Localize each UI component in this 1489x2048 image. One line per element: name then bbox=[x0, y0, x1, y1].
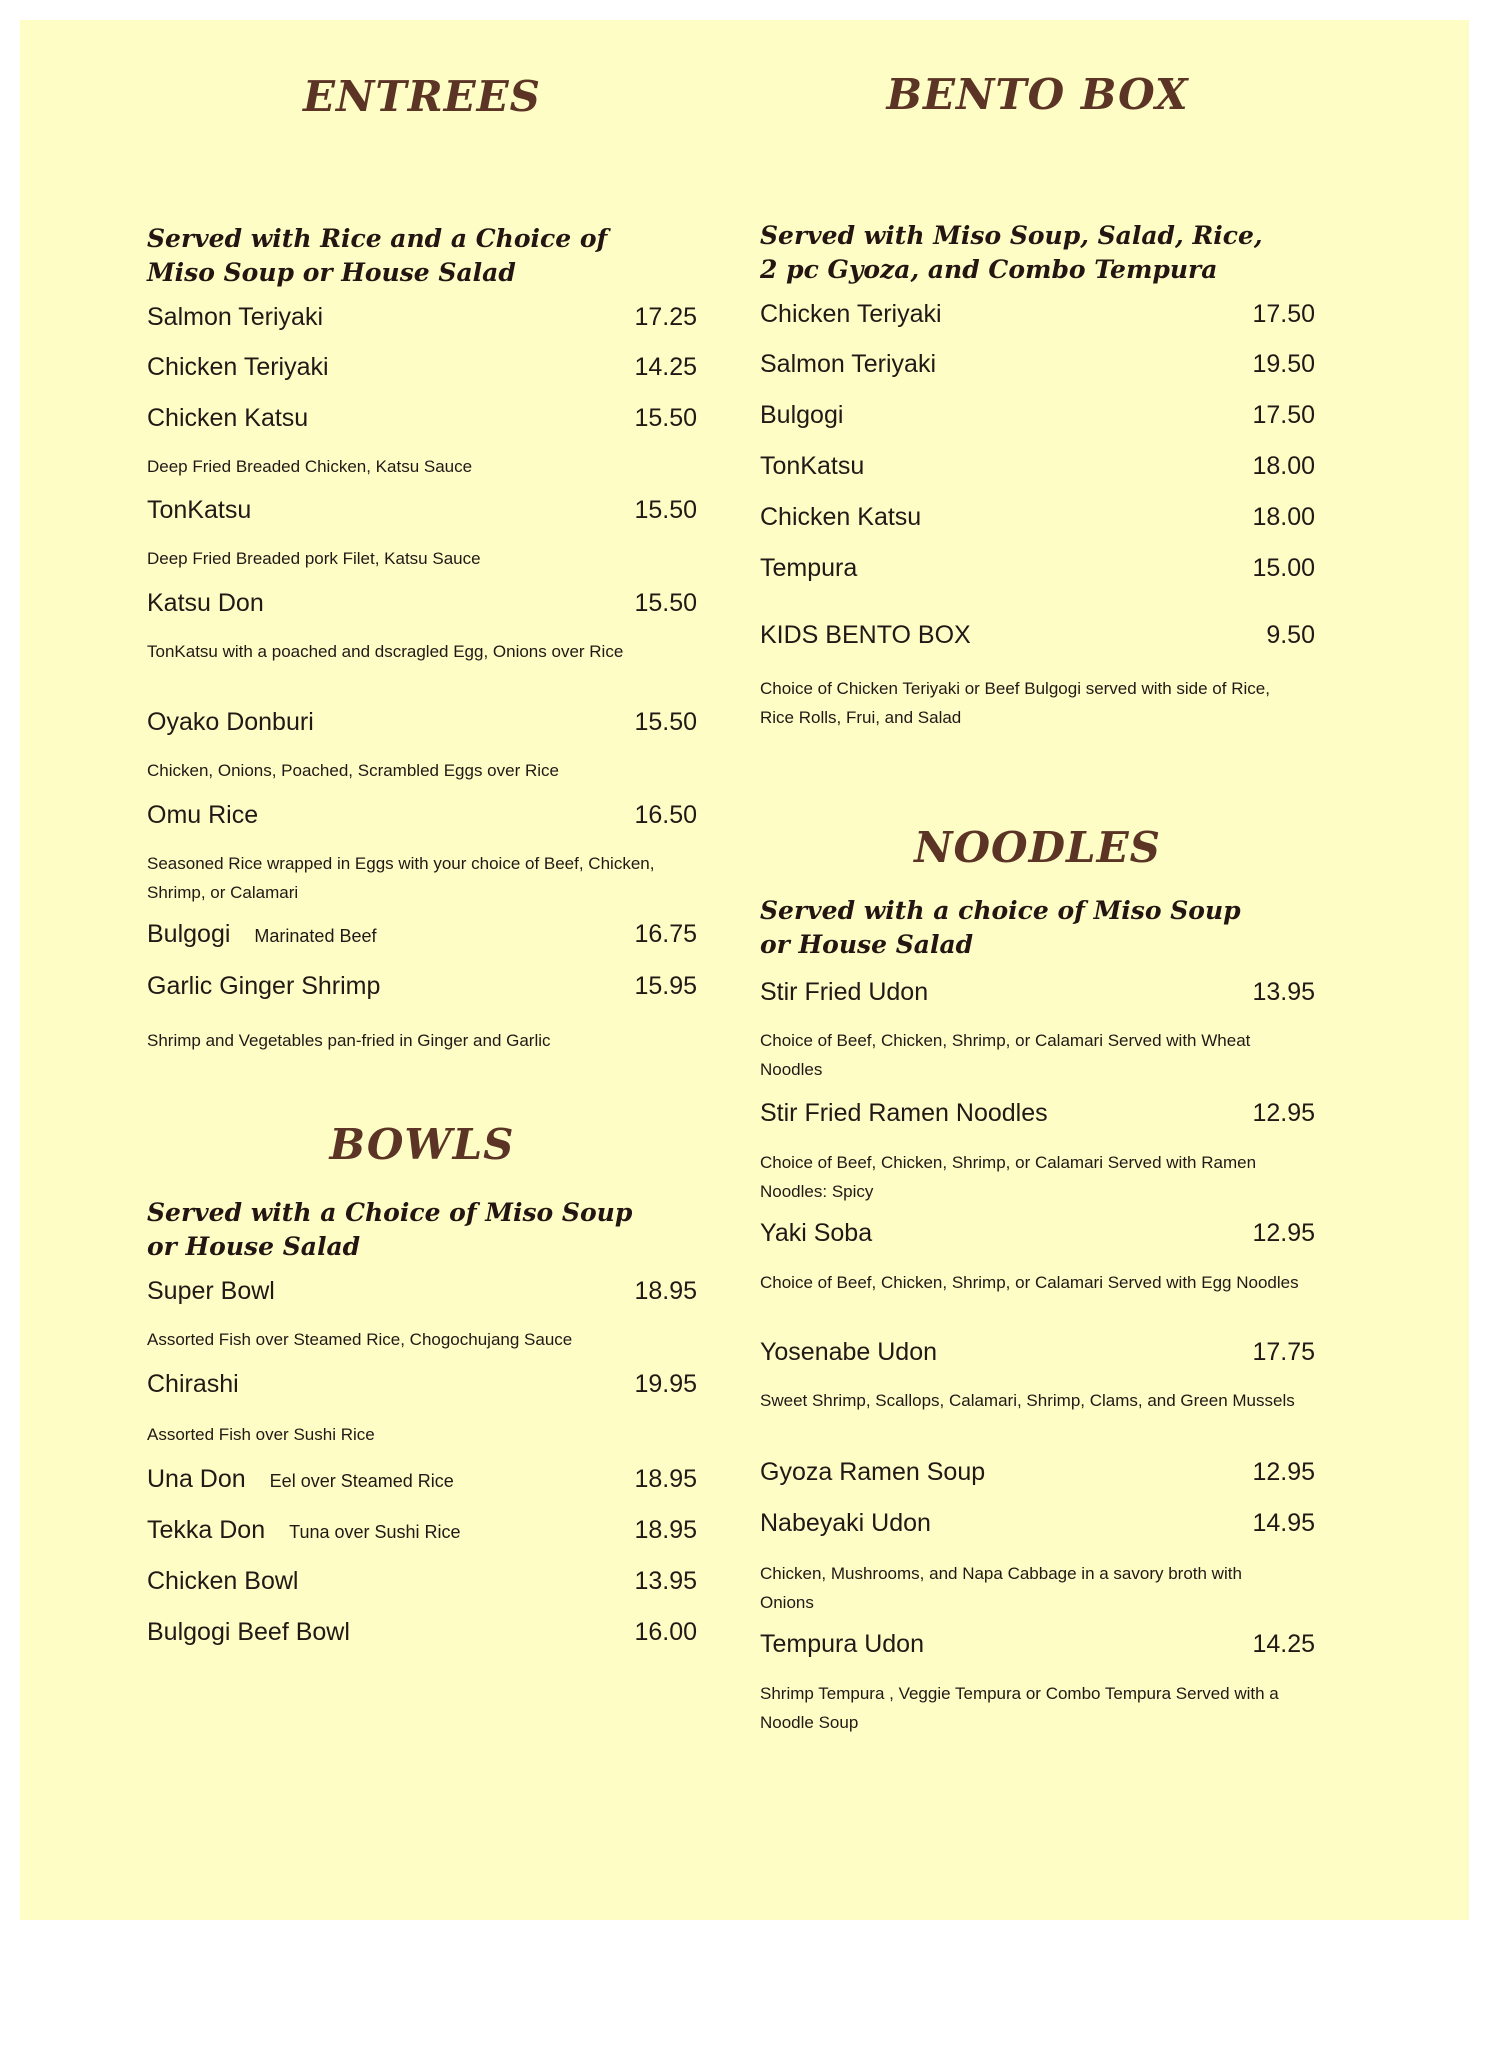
item-description: Choice of Beef, Chicken, Shrimp, or Calamari Served with Egg Noodles bbox=[760, 1273, 1299, 1292]
menu-item bbox=[760, 621, 1315, 650]
menu-item bbox=[760, 350, 1315, 379]
menu-item bbox=[760, 1338, 1315, 1367]
item-name: Chicken Katsu bbox=[147, 404, 309, 432]
item-name: TonKatsu bbox=[147, 496, 252, 524]
item-name: KIDS BENTO BOX bbox=[760, 621, 971, 649]
item-name: Chicken Teriyaki bbox=[147, 353, 329, 381]
item-description: Seasoned Rice wrapped in Eggs with your choice of Beef, Chicken, Shrimp, or Calamari bbox=[147, 854, 655, 902]
item-price: 15.50 bbox=[634, 708, 697, 736]
item-price: 14.25 bbox=[1252, 1630, 1315, 1658]
entrees-heading: ENTREES bbox=[303, 72, 541, 121]
item-description: Assorted Fish over Sushi Rice bbox=[147, 1425, 375, 1444]
item-name: Chirashi bbox=[147, 1370, 239, 1398]
menu-item bbox=[760, 554, 1315, 583]
menu-item bbox=[147, 1370, 697, 1399]
menu-item bbox=[760, 1458, 1315, 1487]
item-price: 17.50 bbox=[1252, 300, 1315, 328]
item-name: Chicken Teriyaki bbox=[760, 300, 942, 328]
item-name: Salmon Teriyaki bbox=[147, 303, 324, 331]
item-price: 15.50 bbox=[634, 496, 697, 524]
item-description: Chicken, Onions, Poached, Scrambled Eggs over Rice bbox=[147, 761, 559, 780]
menu-item bbox=[760, 1509, 1315, 1538]
item-name: Yaki Soba bbox=[760, 1219, 873, 1247]
item-price: 16.50 bbox=[634, 801, 697, 829]
item-price: 9.50 bbox=[1266, 621, 1315, 649]
menu-item bbox=[147, 404, 697, 433]
menu-item bbox=[147, 1277, 697, 1306]
item-name: Nabeyaki Udon bbox=[760, 1509, 931, 1537]
item-price: 13.95 bbox=[1252, 978, 1315, 1006]
noodles-heading: NOODLES bbox=[914, 823, 1161, 872]
item-name: Chicken Katsu bbox=[760, 503, 922, 531]
item-description: Choice of Beef, Chicken, Shrimp, or Calamari Served with Ramen Noodles: Spicy bbox=[760, 1153, 1257, 1201]
item-price: 17.50 bbox=[1252, 401, 1315, 429]
item-description: Deep Fried Breaded Chicken, Katsu Sauce bbox=[147, 457, 473, 476]
item-price: 15.50 bbox=[634, 589, 697, 617]
item-name: Katsu Don bbox=[147, 589, 264, 617]
item-name: Tempura Udon bbox=[760, 1630, 924, 1658]
item-price: 17.25 bbox=[634, 303, 697, 331]
item-price: 18.00 bbox=[1252, 503, 1315, 531]
item-price: 12.95 bbox=[1252, 1458, 1315, 1486]
menu-item bbox=[760, 300, 1315, 329]
item-price: 14.95 bbox=[1252, 1509, 1315, 1537]
menu-item bbox=[147, 1516, 697, 1545]
menu-item bbox=[147, 1567, 697, 1596]
item-price: 18.95 bbox=[634, 1277, 697, 1305]
item-description: Assorted Fish over Steamed Rice, Chogochujang Sauce bbox=[147, 1330, 573, 1349]
item-name: Super Bowl bbox=[147, 1277, 275, 1305]
item-name: Stir Fried Udon bbox=[760, 978, 929, 1006]
item-name: Yosenabe Udon bbox=[760, 1338, 938, 1366]
item-price: 19.50 bbox=[1252, 350, 1315, 378]
item-name: Oyako Donburi bbox=[147, 708, 314, 736]
item-price: 15.50 bbox=[634, 404, 697, 432]
menu-item bbox=[147, 972, 697, 1001]
item-price: 15.00 bbox=[1252, 554, 1315, 582]
item-note: Marinated Beef bbox=[254, 926, 377, 946]
item-price: 16.75 bbox=[634, 920, 697, 948]
bento-heading: BENTO BOX bbox=[886, 70, 1189, 119]
noodles-subtitle: Served with a choice of Miso Soup or House Salad bbox=[760, 896, 1241, 959]
menu-item bbox=[147, 1618, 697, 1647]
menu-item bbox=[147, 589, 697, 618]
item-price: 15.95 bbox=[634, 972, 697, 1000]
item-price: 12.95 bbox=[1252, 1099, 1315, 1127]
item-description: Chicken, Mushrooms, and Napa Cabbage in a savory broth with Onions bbox=[760, 1564, 1242, 1612]
item-name: Tekka Don bbox=[147, 1516, 266, 1544]
item-description: Choice of Beef, Chicken, Shrimp, or Calamari Served with Wheat Noodles bbox=[760, 1031, 1251, 1079]
menu-item bbox=[760, 1630, 1315, 1659]
item-note: Eel over Steamed Rice bbox=[269, 1471, 454, 1491]
item-price: 18.95 bbox=[634, 1516, 697, 1544]
item-name: Bulgogi bbox=[147, 920, 231, 948]
menu-item bbox=[760, 503, 1315, 532]
item-name: Chicken Bowl bbox=[147, 1567, 299, 1595]
item-name: Stir Fried Ramen Noodles bbox=[760, 1099, 1048, 1127]
item-description: Choice of Chicken Teriyaki or Beef Bulgogi served with side of Rice, Rice Rolls, Frui, and Salad bbox=[760, 679, 1270, 727]
item-price: 19.95 bbox=[634, 1370, 697, 1398]
right-column bbox=[760, 0, 1315, 2048]
item-price: 18.95 bbox=[634, 1465, 697, 1493]
bowls-heading: BOWLS bbox=[329, 1120, 515, 1169]
item-note: Tuna over Sushi Rice bbox=[289, 1522, 461, 1542]
item-price: 17.75 bbox=[1252, 1338, 1315, 1366]
item-name: Omu Rice bbox=[147, 801, 259, 829]
menu-item bbox=[760, 1099, 1315, 1128]
bento-subtitle: Served with Miso Soup, Salad, Rice, 2 pc Gyoza, and Combo Tempura bbox=[760, 221, 1263, 284]
item-name: Bulgogi bbox=[760, 401, 844, 429]
item-name: TonKatsu bbox=[760, 452, 865, 480]
menu-item bbox=[147, 801, 697, 830]
item-price: 18.00 bbox=[1252, 452, 1315, 480]
item-name: Salmon Teriyaki bbox=[760, 350, 937, 378]
item-price: 12.95 bbox=[1252, 1219, 1315, 1247]
item-description: Shrimp Tempura , Veggie Tempura or Combo Tempura Served with a Noodle Soup bbox=[760, 1684, 1279, 1732]
item-price: 16.00 bbox=[634, 1618, 697, 1646]
item-name: Una Don bbox=[147, 1465, 246, 1493]
item-description: Sweet Shrimp, Scallops, Calamari, Shrimp, Clams, and Green Mussels bbox=[760, 1391, 1295, 1410]
menu-item bbox=[147, 1465, 697, 1494]
menu-item bbox=[147, 303, 697, 332]
menu-item bbox=[147, 496, 697, 525]
item-name: Tempura bbox=[760, 554, 858, 582]
item-description: Deep Fried Breaded pork Filet, Katsu Sauce bbox=[147, 549, 481, 568]
item-description: TonKatsu with a poached and dscragled Egg, Onions over Rice bbox=[147, 642, 624, 661]
item-price: 13.95 bbox=[634, 1567, 697, 1595]
menu-item bbox=[147, 708, 697, 737]
item-name: Garlic Ginger Shrimp bbox=[147, 972, 381, 1000]
item-description: Shrimp and Vegetables pan-fried in Ginger and Garlic bbox=[147, 1031, 551, 1050]
menu-item bbox=[147, 920, 697, 949]
entrees-subtitle: Served with Rice and a Choice of Miso Soup or House Salad bbox=[147, 224, 608, 287]
menu-item bbox=[760, 401, 1315, 430]
menu-item bbox=[760, 452, 1315, 481]
item-name: Gyoza Ramen Soup bbox=[760, 1458, 986, 1486]
item-price: 14.25 bbox=[634, 353, 697, 381]
item-name: Bulgogi Beef Bowl bbox=[147, 1618, 350, 1646]
menu-item bbox=[147, 353, 697, 382]
menu-item bbox=[760, 978, 1315, 1007]
left-column bbox=[147, 0, 697, 2048]
menu-item bbox=[760, 1219, 1315, 1248]
bowls-subtitle: Served with a Choice of Miso Soup or House Salad bbox=[147, 1198, 633, 1261]
